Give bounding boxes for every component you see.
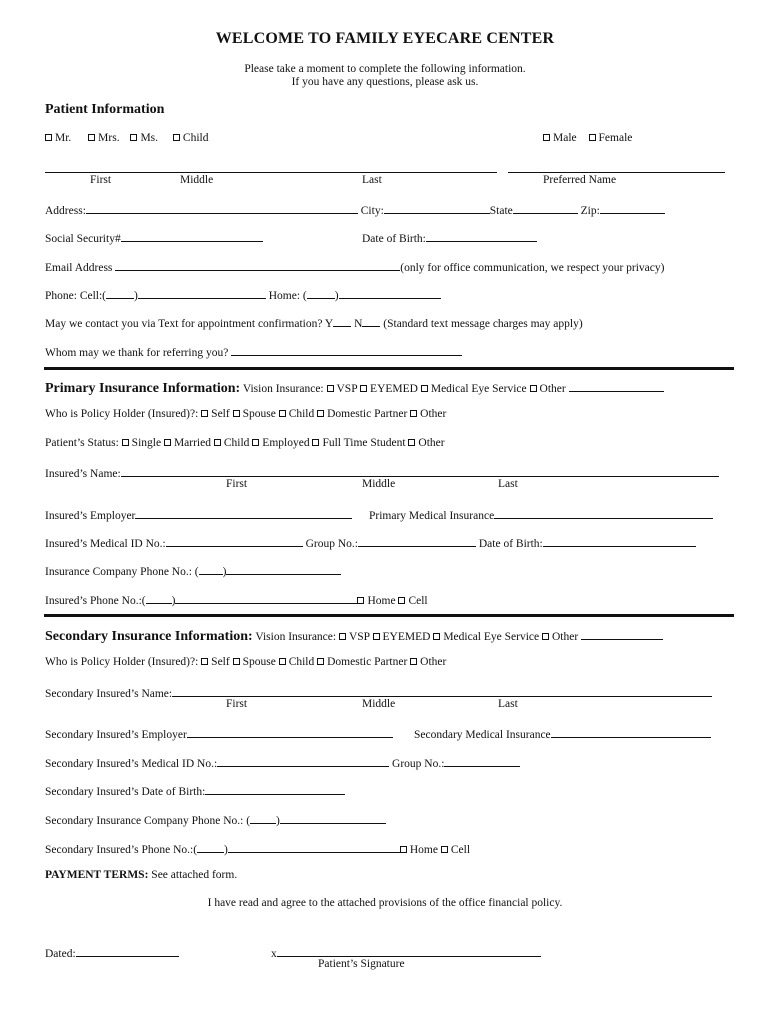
section-divider [44, 367, 734, 370]
holder-spouse[interactable]: Spouse [233, 408, 276, 420]
zip-label: Zip: [580, 205, 600, 217]
referral-label: Whom may we thank for referring you? [45, 347, 229, 359]
payment-terms-text: See attached form. [151, 869, 238, 881]
secondary-company-phone-row: Secondary Insurance Company Phone No.: ( ) [45, 812, 386, 827]
checkbox-icon[interactable] [543, 134, 550, 141]
checkbox-icon[interactable] [164, 439, 171, 446]
email-label: Email Address [45, 262, 113, 274]
checkbox-icon[interactable] [373, 633, 380, 640]
checkbox-icon[interactable] [410, 658, 417, 665]
page-title: WELCOME TO FAMILY EYECARE CENTER [215, 30, 555, 47]
caption-last: Last [498, 478, 518, 490]
secondary-insurance-heading: Secondary Insurance Information: [45, 629, 253, 644]
phone-cell-option[interactable]: Cell [441, 844, 470, 856]
caption-first: First [90, 174, 112, 186]
cell-phone-label: Phone: Cell:( [45, 290, 107, 302]
checkbox-icon[interactable] [327, 385, 334, 392]
vision-vsp[interactable]: VSP [339, 631, 370, 643]
secondary-medical-id-row: Secondary Insured’s Medical ID No.: Group No.: [45, 755, 520, 770]
phone-home-option[interactable]: Home [357, 595, 395, 607]
checkbox-icon[interactable] [317, 410, 324, 417]
caption-first: First [226, 698, 248, 710]
signature-field[interactable] [277, 945, 541, 957]
checkbox-icon[interactable] [279, 410, 286, 417]
checkbox-icon[interactable] [312, 439, 319, 446]
holder-self[interactable]: Self [201, 656, 230, 668]
gender-options [543, 132, 632, 144]
checkbox-icon[interactable] [410, 410, 417, 417]
full-name-line[interactable] [45, 172, 497, 173]
patient-dob-row [362, 230, 537, 245]
address-label: Address: [45, 205, 86, 217]
vision-eyemed[interactable]: EYEMED [373, 631, 431, 643]
secondary-name-field[interactable] [172, 685, 712, 697]
primary-medical-field[interactable] [494, 507, 713, 519]
status-employed[interactable]: Employed [252, 437, 309, 449]
patient-status-row: Patient’s Status: Single Married Child Employed Full Time Student Other [45, 437, 445, 449]
text-charges-note: (Standard text message charges may apply) [383, 318, 583, 330]
cell-phone-field[interactable] [138, 287, 266, 299]
checkbox-icon[interactable] [214, 439, 221, 446]
caption-last: Last [362, 174, 382, 186]
caption-middle: Middle [362, 698, 396, 710]
dob-label: Date of Birth: [362, 233, 426, 245]
secondary-dob-field[interactable] [205, 783, 345, 795]
intro-line-1: Please take a moment to complete the following information. [244, 63, 526, 75]
checkbox-icon[interactable] [252, 439, 259, 446]
secondary-employer-row: Secondary Insured’s Employer [45, 726, 393, 741]
insured-employer-row: Insured’s Employer [45, 507, 352, 522]
secondary-name-row: Secondary Insured’s Name: [45, 685, 712, 700]
checkbox-icon[interactable] [317, 658, 324, 665]
state-label: State [489, 205, 513, 217]
secondary-company-area-code-field[interactable] [250, 812, 276, 824]
secondary-area-code-field[interactable] [197, 841, 224, 853]
city-field[interactable] [384, 202, 490, 214]
insured-area-code-field[interactable] [146, 592, 172, 604]
payment-terms-label: PAYMENT TERMS: [45, 869, 149, 881]
secondary-medical-row: Secondary Medical Insurance [414, 726, 711, 741]
checkbox-icon[interactable] [173, 134, 180, 141]
title-ms[interactable]: Ms. [130, 132, 158, 144]
primary-insurance-heading: Primary Insurance Information: [45, 381, 241, 396]
home-phone-field[interactable] [339, 287, 441, 299]
caption-preferred-name: Preferred Name [543, 174, 617, 186]
text-yes-field[interactable] [333, 315, 351, 327]
vision-insurance-label: Vision Insurance: [242, 383, 324, 395]
secondary-company-phone-field[interactable] [280, 812, 386, 824]
ssn-label: Social Security# [45, 233, 121, 245]
vision-other[interactable]: Other [542, 631, 578, 643]
cell-area-code-field[interactable] [106, 287, 134, 299]
status-married[interactable]: Married [164, 437, 211, 449]
address-row [45, 202, 665, 217]
secondary-phone-row: Secondary Insured’s Phone No.:( ) Home Cell [45, 841, 470, 856]
checkbox-icon[interactable] [339, 633, 346, 640]
primary-medical-row: Primary Medical Insurance [369, 507, 713, 522]
text-consent-row: May we contact you via Text for appointment confirmation? Y N (Standard text message charges may apply) [45, 315, 583, 330]
checkbox-icon[interactable] [201, 410, 208, 417]
secondary-vision-row: Secondary Insurance Information: Vision Insurance: VSP EYEMED Medical Eye Service Other [45, 628, 663, 645]
status-child[interactable]: Child [214, 437, 250, 449]
checkbox-icon[interactable] [542, 633, 549, 640]
checkbox-icon[interactable] [122, 439, 129, 446]
title-child[interactable]: Child [173, 132, 209, 144]
insurance-company-phone-row: Insurance Company Phone No.: ( ) [45, 563, 341, 578]
gender-female[interactable]: Female [589, 132, 633, 144]
signature-caption: Patient’s Signature [318, 958, 405, 970]
preferred-name-line[interactable] [508, 172, 725, 173]
referral-row [45, 344, 462, 359]
checkbox-icon[interactable] [530, 385, 537, 392]
checkbox-icon[interactable] [408, 439, 415, 446]
gender-male[interactable]: Male [543, 132, 577, 144]
checkbox-icon[interactable] [130, 134, 137, 141]
dated-field[interactable] [76, 945, 179, 957]
insured-phone-row: Insured’s Phone No.:( ) Home Cell [45, 592, 428, 607]
holder-self[interactable]: Self [201, 408, 230, 420]
checkbox-icon[interactable] [360, 385, 367, 392]
checkbox-icon[interactable] [400, 846, 407, 853]
vision-mes[interactable]: Medical Eye Service [433, 631, 539, 643]
text-consent-question: May we contact you via Text for appointment confirmation? Y [45, 318, 334, 330]
email-row [45, 259, 664, 274]
caption-middle: Middle [362, 478, 396, 490]
checkbox-icon[interactable] [421, 385, 428, 392]
phone-row: Phone: Cell:( ) Home: ( ) [45, 287, 441, 302]
checkbox-icon[interactable] [88, 134, 95, 141]
insured-employer-field[interactable] [135, 507, 352, 519]
status-full-time-student[interactable]: Full Time Student [312, 437, 405, 449]
dated-row: Dated: [45, 945, 179, 960]
title-mr[interactable]: Mr. [45, 132, 71, 144]
caption-first: First [226, 478, 248, 490]
state-field[interactable] [513, 202, 578, 214]
intro-line-2: If you have any questions, please ask us. [291, 76, 479, 88]
secondary-holder-row: Who is Policy Holder (Insured)?: Self Spouse Child Domestic Partner Other [45, 656, 447, 668]
payment-terms-row [45, 869, 237, 881]
checkbox-icon[interactable] [233, 658, 240, 665]
holder-spouse[interactable]: Spouse [233, 656, 276, 668]
section-divider [44, 614, 734, 617]
email-note: (only for office communication, we respect your privacy) [400, 262, 665, 274]
city-label: City: [360, 205, 384, 217]
agreement-text: I have read and agree to the attached provisions of the office financial policy. [207, 897, 563, 909]
signature-row: x [271, 945, 541, 960]
checkbox-icon[interactable] [357, 597, 364, 604]
medical-id-row: Insured’s Medical ID No.: Group No.: Date of Birth: [45, 535, 696, 550]
title-mrs[interactable]: Mrs. [88, 132, 119, 144]
holder-other[interactable]: Other [410, 408, 446, 420]
insured-phone-field[interactable] [175, 592, 357, 604]
secondary-phone-field[interactable] [228, 841, 400, 853]
secondary-dob-row: Secondary Insured’s Date of Birth: [45, 783, 345, 798]
address-field[interactable] [86, 202, 358, 214]
secondary-employer-field[interactable] [187, 726, 393, 738]
secondary-medical-field[interactable] [551, 726, 711, 738]
email-field[interactable] [115, 259, 400, 271]
insured-name-field[interactable] [121, 465, 719, 477]
ssn-row [45, 230, 263, 245]
primary-holder-row: Who is Policy Holder (Insured)?: Self Spouse Child Domestic Partner Other [45, 408, 447, 420]
referral-field[interactable] [231, 344, 462, 356]
checkbox-icon[interactable] [398, 597, 405, 604]
company-area-code-field[interactable] [199, 563, 223, 575]
primary-vision-row [45, 380, 664, 397]
company-phone-field[interactable] [226, 563, 341, 575]
checkbox-icon[interactable] [441, 846, 448, 853]
checkbox-icon[interactable] [433, 633, 440, 640]
secondary-medical-id-field[interactable] [217, 755, 389, 767]
checkbox-icon[interactable] [45, 134, 52, 141]
title-options [45, 132, 208, 144]
vision-other[interactable]: Other [530, 383, 566, 395]
home-phone-label: Home: ( [268, 290, 307, 302]
secondary-group-field[interactable] [444, 755, 520, 767]
phone-cell-option[interactable]: Cell [398, 595, 427, 607]
medical-id-field[interactable] [166, 535, 303, 547]
phone-home-option[interactable]: Home [400, 844, 438, 856]
zip-field[interactable] [600, 202, 665, 214]
caption-middle: Middle [180, 174, 214, 186]
vision-other-field[interactable] [569, 380, 664, 392]
holder-other[interactable]: Other [410, 656, 446, 668]
checkbox-icon[interactable] [279, 658, 286, 665]
status-single[interactable]: Single [122, 437, 161, 449]
holder-child[interactable]: Child [279, 408, 315, 420]
text-no-field[interactable] [362, 315, 380, 327]
home-area-code-field[interactable] [307, 287, 335, 299]
group-number-field[interactable] [358, 535, 476, 547]
checkbox-icon[interactable] [589, 134, 596, 141]
insured-name-row: Insured’s Name: [45, 465, 719, 480]
vision-mes[interactable]: Medical Eye Service [421, 383, 527, 395]
checkbox-icon[interactable] [233, 410, 240, 417]
caption-last: Last [498, 698, 518, 710]
patient-info-heading: Patient Information [45, 102, 165, 117]
ssn-field[interactable] [121, 230, 263, 242]
vision-other-field[interactable] [581, 628, 663, 640]
holder-domestic-partner[interactable]: Domestic Partner [317, 656, 407, 668]
vision-vsp[interactable]: VSP [327, 383, 358, 395]
insured-dob-field[interactable] [543, 535, 696, 547]
vision-eyemed[interactable]: EYEMED [360, 383, 418, 395]
holder-child[interactable]: Child [279, 656, 315, 668]
holder-domestic-partner[interactable]: Domestic Partner [317, 408, 407, 420]
checkbox-icon[interactable] [201, 658, 208, 665]
dob-field[interactable] [426, 230, 537, 242]
status-other[interactable]: Other [408, 437, 444, 449]
